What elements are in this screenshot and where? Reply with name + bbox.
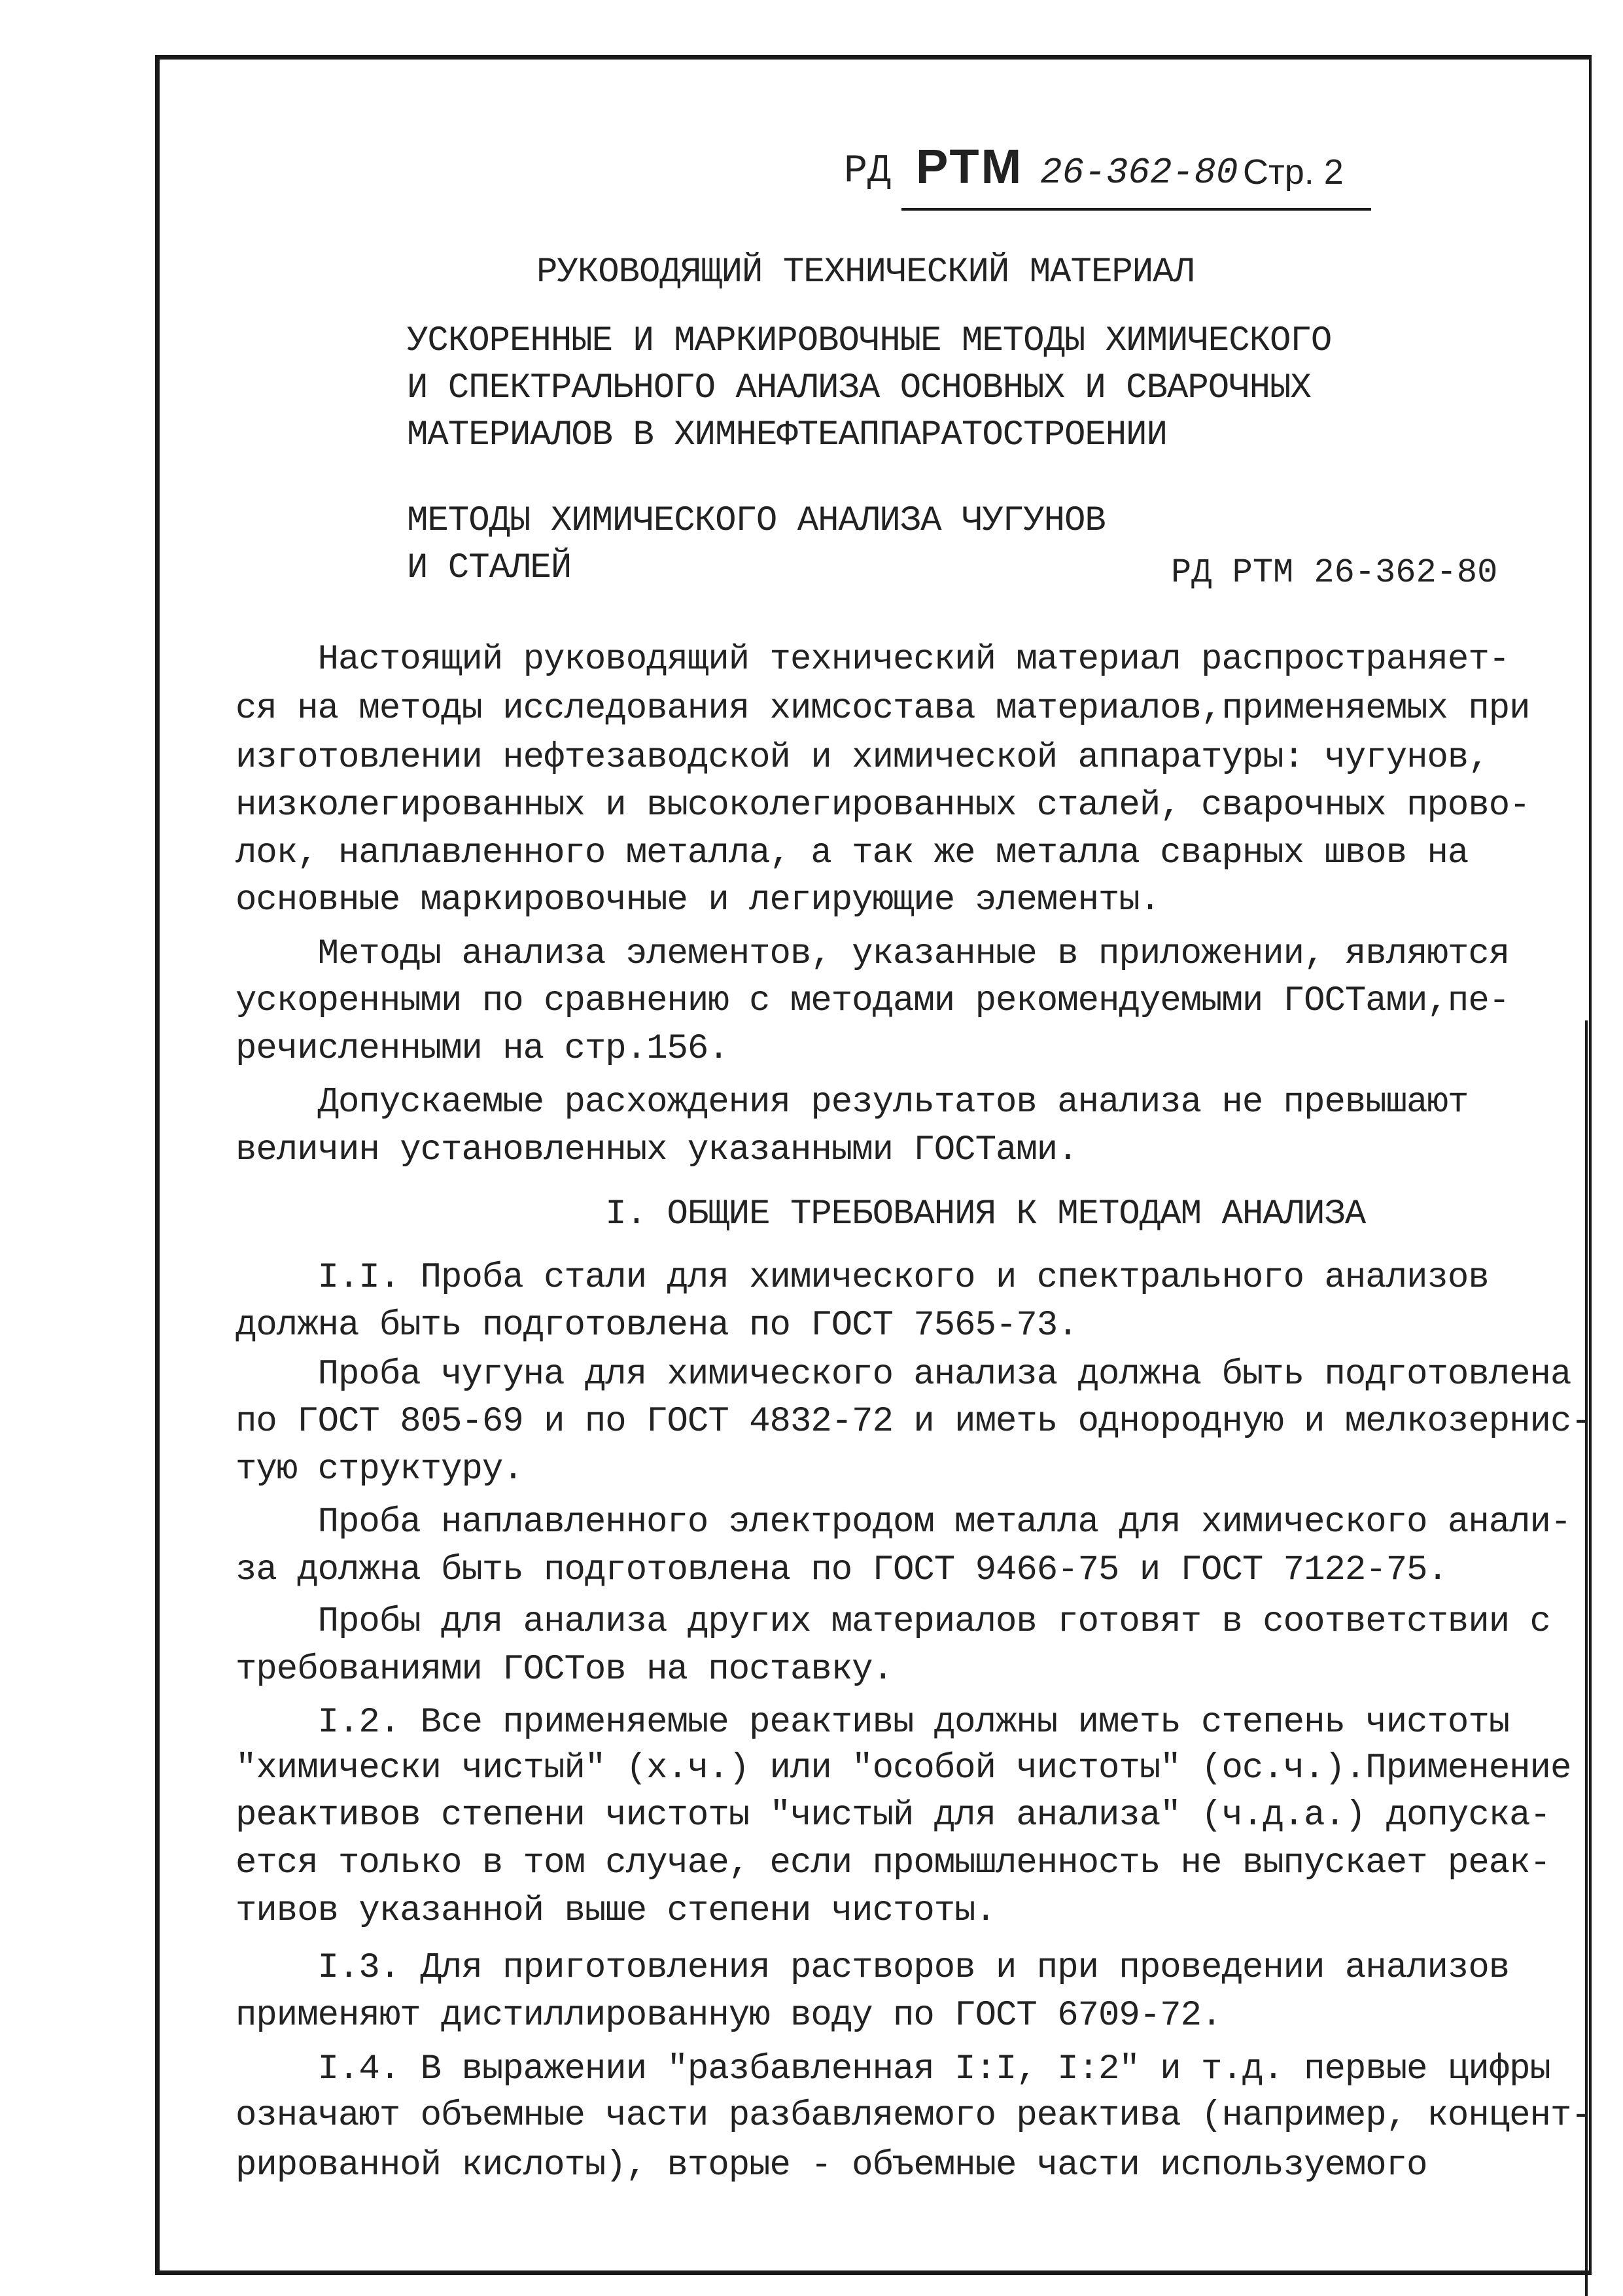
body-line: Методы анализа элементов, указанные в приложении, являются — [236, 934, 1510, 974]
body-line: реактивов степени чистоты "чистый для анализа" (ч.д.а.) допуска- — [236, 1796, 1550, 1835]
body-line: I. ОБЩИЕ ТРЕБОВАНИЯ К МЕТОДАМ АНАЛИЗА — [236, 1194, 1366, 1234]
body-line: по ГОСТ 805-69 и по ГОСТ 4832-72 и иметь однородную и мелкозернис- — [236, 1402, 1592, 1442]
doc-type-heading: РУКОВОДЯЩИЙ ТЕХНИЧЕСКИЙ МАТЕРИАЛ — [536, 252, 1194, 292]
body-line: речисленными на стр.156. — [236, 1029, 729, 1069]
body-line: за должна быть подготовлена по ГОСТ 9466-75 и ГОСТ 7122-75. — [236, 1550, 1448, 1590]
doc-code-right: РД РТМ 26-362-80 — [1171, 553, 1498, 592]
header-doc-number: 26-362-80 — [1040, 152, 1238, 194]
body-line: должна быть подготовлена по ГОСТ 7565-73. — [236, 1306, 1078, 1346]
body-line: означают объемные части разбавляемого реактива (например, концент- — [236, 2096, 1592, 2136]
body-line: Пробы для анализа других материалов готовят в соответствии с — [236, 1602, 1550, 1642]
body-line: рированной кислоты), вторые - объемные части используемого — [236, 2146, 1427, 2185]
doc-title-line-1: УСКОРЕННЫЕ И МАРКИРОВОЧНЫЕ МЕТОДЫ ХИМИЧЕСКОГО — [407, 321, 1332, 361]
header-prefix: РД — [844, 149, 892, 194]
body-line: ется только в том случае, если промышленность не выпускает реак- — [236, 1843, 1550, 1883]
body-line: ускоренными по сравнению с методами рекомендуемыми ГОСТами,пе- — [236, 981, 1510, 1021]
body-line: низколегированных и высоколегированных сталей, сварочных прово- — [236, 786, 1530, 826]
body-line: применяют дистиллированную воду по ГОСТ 6709-72. — [236, 1996, 1222, 2036]
body-line: Настоящий руководящий технический материал распространяет- — [236, 640, 1510, 680]
body-line: тивов указанной выше степени чистоты. — [236, 1891, 996, 1931]
body-line: тую структуру. — [236, 1450, 523, 1489]
body-line: I.2. Все применяемые реактивы должны иметь степень чистоты — [236, 1703, 1510, 1743]
doc-subtitle-line-2: И СТАЛЕЙ — [407, 548, 572, 588]
body-line: "химически чистый" (х.ч.) или "особой чистоты" (ос.ч.).Применение — [236, 1748, 1571, 1788]
body-line: Допускаемые расхождения результатов анализа не превышают — [236, 1083, 1469, 1122]
header-underline — [901, 208, 1371, 211]
body-line: требованиями ГОСТов на поставку. — [236, 1650, 893, 1690]
body-line: I.3. Для приготовления растворов и при проведении анализов — [236, 1948, 1510, 1988]
doc-title-line-3: МАТЕРИАЛОВ В ХИМНЕФТЕАППАРАТОСТРОЕНИИ — [407, 415, 1167, 455]
body-line: лок, наплавленного металла, а так же металла сварных швов на — [236, 833, 1469, 873]
body-line: Проба чугуна для химического анализа должна быть подготовлена — [236, 1355, 1571, 1395]
body-line: изготовлении нефтезаводской и химической аппаратуры: чугунов, — [236, 738, 1489, 778]
doc-title-line-2: И СПЕКТРАЛЬНОГО АНАЛИЗА ОСНОВНЫХ И СВАРОЧНЫХ — [407, 368, 1311, 408]
header-doc-code: РТМ — [916, 139, 1024, 194]
body-line: основные маркировочные и легирующие элементы. — [236, 880, 1161, 920]
doc-subtitle-line-1: МЕТОДЫ ХИМИЧЕСКОГО АНАЛИЗА ЧУГУНОВ — [407, 501, 1106, 541]
body-line: I.4. В выражении "разбавленная I:I, I:2" и т.д. первые цифры — [236, 2049, 1550, 2089]
page-number: Стр. 2 — [1243, 152, 1344, 192]
body-line: Проба наплавленного электродом металла для химического анали- — [236, 1503, 1571, 1542]
body-line: величин установленных указанными ГОСТами. — [236, 1130, 1078, 1170]
body-line: I.I. Проба стали для химического и спектрального анализов — [236, 1258, 1489, 1298]
body-line: ся на методы исследования химсостава материалов,применяемых при — [236, 689, 1530, 729]
